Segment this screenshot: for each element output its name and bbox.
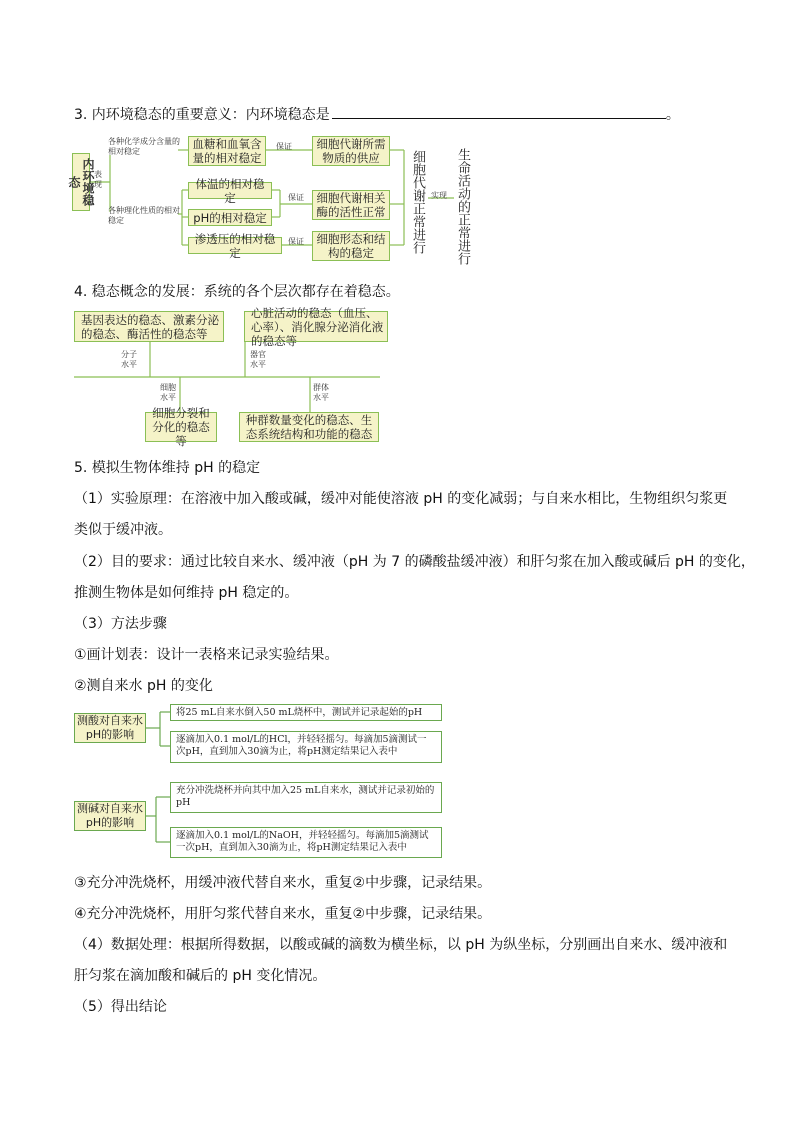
- step3: ③充分冲洗烧杯，用缓冲液代替自来水，重复②中步骤，记录结果。: [74, 875, 492, 891]
- label-baozheng-1: 保证: [276, 142, 292, 151]
- label-biaoxian: 表现: [94, 170, 102, 189]
- box-osmotic: 渗透压的相对稳定: [188, 237, 282, 254]
- branch-physical: 各种理化性质的相对稳定: [108, 206, 180, 225]
- conclusion-heading: （5）得出结论: [74, 999, 167, 1015]
- branch-chemical: 各种化学成分含量的相对稳定: [108, 137, 180, 156]
- acid-step-1: 将25 mL自来水倒入50 mL烧杯中，测试并记录起始的pH: [170, 704, 442, 721]
- base-effect-label: 测碱对自来水pH的影响: [74, 801, 146, 831]
- step2: ②测自来水 pH 的变化: [74, 678, 213, 694]
- label-baozheng-2: 保证: [288, 193, 304, 202]
- root-label: 内环境稳态: [67, 158, 95, 206]
- data-line2: 肝匀浆在滴加酸和碱后的 pH 变化情况。: [74, 968, 327, 984]
- label-baozheng-3: 保证: [288, 237, 304, 246]
- principle-line2: 类似于缓冲液。: [74, 522, 172, 538]
- box-ph: pH的相对稳定: [188, 209, 272, 226]
- label-population: 群体水平: [313, 383, 329, 402]
- box-population: 种群数量变化的稳态、生态系统结构和功能的稳态: [239, 412, 379, 442]
- result-structure: 细胞形态和结构的稳定: [312, 231, 390, 261]
- base-step-2: 逐滴加入0.1 mol/L的NaOH，并轻轻摇匀。每滴加5滴测试一次pH，直到加入30滴为止，将pH测定结果记入表中: [170, 827, 442, 858]
- section5-heading: 5. 模拟生物体维持 pH 的稳定: [74, 460, 261, 476]
- final-life: 生命活动的正常进行: [455, 148, 470, 265]
- method-heading: （3）方法步骤: [74, 616, 167, 632]
- data-line1: （4）数据处理：根据所得数据，以酸或碱的滴数为横坐标，以 pH 为纵坐标，分别画出自来水、缓冲液和: [74, 937, 728, 953]
- step4: ④充分冲洗烧杯，用肝匀浆代替自来水，重复②中步骤，记录结果。: [74, 906, 492, 922]
- mid-metabolism: 细胞代谢正常进行: [410, 150, 425, 254]
- section3-end: 。: [665, 107, 680, 123]
- label-shixian: 实现: [431, 191, 447, 200]
- box-cell: 细胞分裂和分化的稳态等: [145, 412, 217, 442]
- acid-effect-label: 测酸对自来水pH的影响: [74, 713, 146, 743]
- base-step-1: 充分冲洗烧杯并向其中加入25 mL自来水，测试并记录初始的pH: [170, 782, 442, 813]
- acid-step-2: 逐滴加入0.1 mol/L的HCl，并轻轻摇匀。每滴加5滴测试一次pH，直到加入30滴为止，将pH测定结果记入表中: [170, 731, 442, 763]
- box-organ: 心脏活动的稳态（血压、心率）、消化腺分泌消化液的稳态等: [244, 311, 388, 342]
- section3-text: 3. 内环境稳态的重要意义：内环境稳态是: [74, 107, 330, 123]
- label-organ: 器官水平: [250, 350, 266, 369]
- box-temperature: 体温的相对稳定: [188, 182, 272, 199]
- section4-heading: 4. 稳态概念的发展：系统的各个层次都存在着稳态。: [74, 284, 400, 300]
- step1: ①画计划表：设计一表格来记录实验结果。: [74, 647, 339, 663]
- result-enzyme: 细胞代谢相关酶的活性正常: [312, 190, 390, 220]
- purpose-line2: 推测生物体是如何维持 pH 稳定的。: [74, 585, 299, 601]
- label-cell: 细胞水平: [160, 383, 176, 402]
- result-supply: 细胞代谢所需物质的供应: [312, 136, 390, 166]
- box-molecular: 基因表达的稳态、激素分泌的稳态、酶活性的稳态等: [74, 311, 224, 342]
- purpose-line1: （2）目的要求：通过比较自来水、缓冲液（pH 为 7 的磷酸盐缓冲液）和肝匀浆在加入酸或碱后 pH 的变化，: [74, 554, 755, 570]
- label-molecular: 分子水平: [121, 350, 137, 369]
- box-glucose-oxygen: 血糖和血氧含量的相对稳定: [188, 136, 266, 166]
- principle-line1: （1）实验原理：在溶液中加入酸或碱，缓冲对能使溶液 pH 的变化减弱；与自来水相比，生物组织匀浆更: [74, 491, 728, 507]
